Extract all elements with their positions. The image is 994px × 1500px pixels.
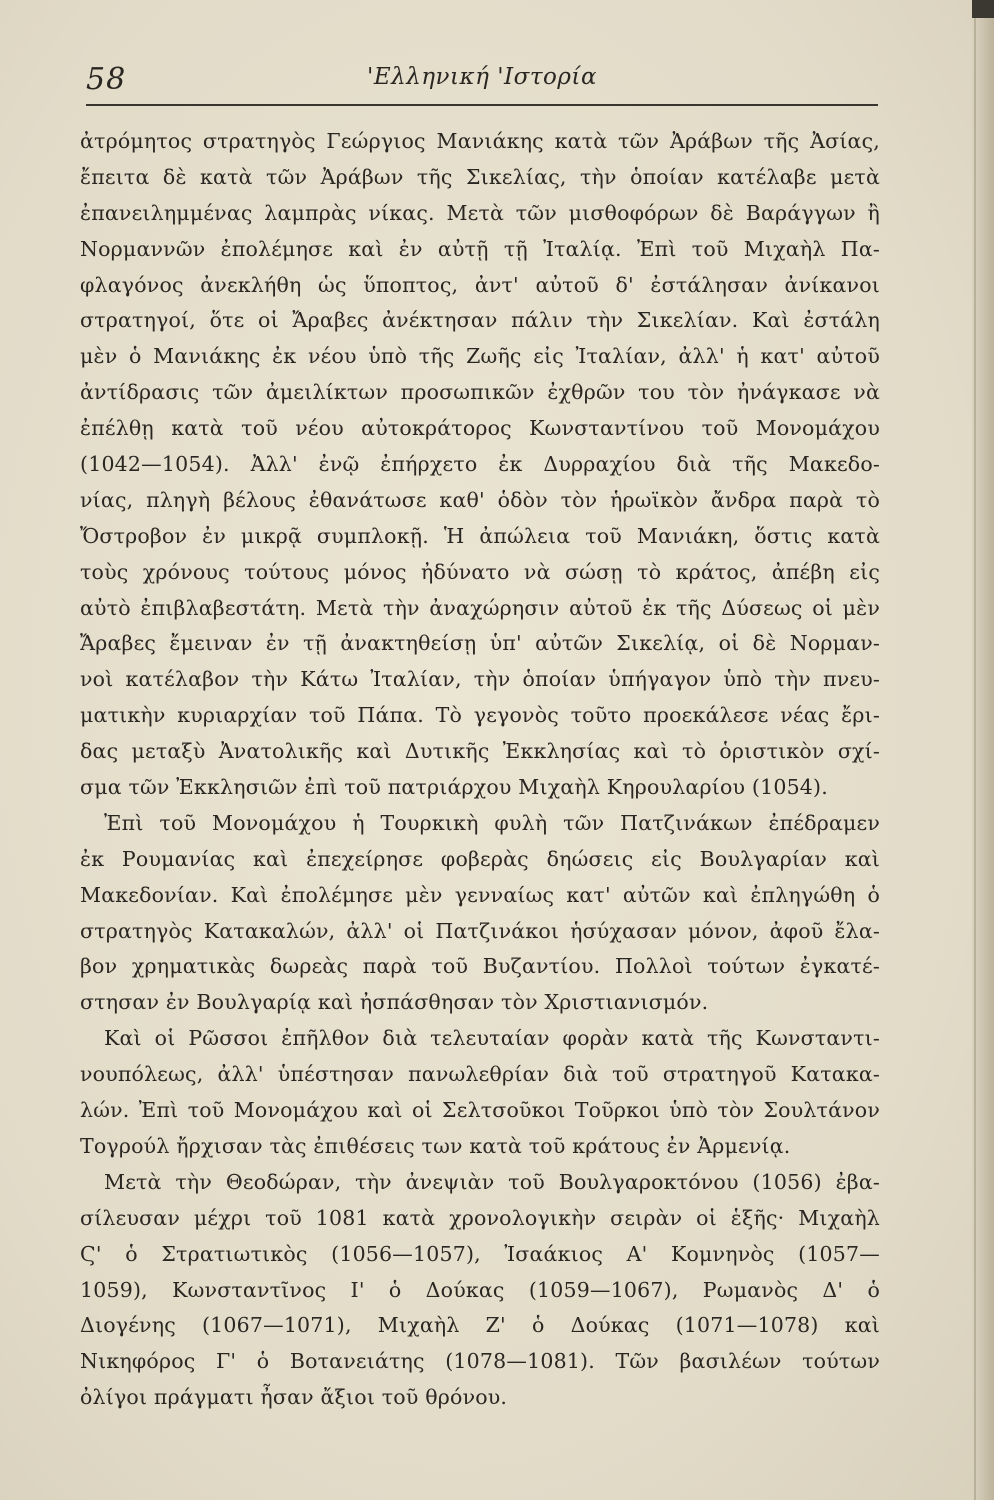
text-line: στησαν ἐν Βουλγαρίᾳ καὶ ἠσπάσθησαν τὸν Χριστιανισμόν. bbox=[80, 990, 709, 1015]
text-line: Διογένης (1067—1071), Μιχαὴλ Ζ' ὁ Δούκας (1071—1078) καὶ bbox=[80, 1313, 880, 1338]
text-line: ματικὴν κυριαρχίαν τοῦ Πάπα. Τὸ γεγονὸς τοῦτο προεκάλεσε νέας ἔρι- bbox=[80, 703, 880, 728]
text-line: ἐπέλθῃ κατὰ τοῦ νέου αὐτοκράτορος Κωνσταντίνου τοῦ Μονομάχου bbox=[80, 416, 880, 441]
text-line: Ἐπὶ τοῦ Μονομάχου ἡ Τουρκικὴ φυλὴ τῶν Πατζινάκων ἐπέδραμεν bbox=[104, 810, 880, 835]
text-line: ἐκ Ρουμανίας καὶ ἐπεχείρησε φοβερὰς δηώσεις εἰς Βουλγαρίαν καὶ bbox=[80, 846, 880, 871]
text-line: στρατηγὸς Κατακαλών, ἀλλ' οἱ Πατζινάκοι ἡσύχασαν μόνον, ἀφοῦ ἔλα- bbox=[80, 918, 880, 943]
text-line: Μετὰ τὴν Θεοδώραν, τὴν ἀνεψιὰν τοῦ Βουλγαροκτόνου (1056) ἐβα- bbox=[104, 1169, 880, 1194]
text-line: (1042—1054). Ἀλλ' ἐνῷ ἐπήρχετο ἐκ Δυρραχίου διὰ τῆς Μακεδο- bbox=[80, 452, 880, 477]
header-rule bbox=[86, 104, 878, 106]
running-title: 'Ελληνική 'Ιστορία bbox=[367, 64, 597, 90]
text-line: ἔπειτα δὲ κατὰ τῶν Ἀράβων τῆς Σικελίας, τὴν ὁποίαν κατέλαβε μετὰ bbox=[80, 164, 880, 189]
page-edge-line bbox=[974, 0, 976, 1500]
page-header bbox=[86, 58, 878, 98]
text-line: Ὄστροβον ἐν μικρᾷ συμπλοκῇ. Ἡ ἀπώλεια τοῦ Μανιάκη, ὅστις κατὰ bbox=[80, 523, 880, 548]
text-line: νοὶ κατέλαβον τὴν Κάτω Ἰταλίαν, τὴν ὁποίαν ὑπήγαγον ὑπὸ τὴν πνευ- bbox=[80, 667, 880, 692]
text-line: 1059), Κωνσταντῖνος Ι' ὁ Δούκας (1059—1067), Ρωμανὸς Δ' ὁ bbox=[80, 1277, 880, 1302]
text-line: ἐπανειλημμένας λαμπρὰς νίκας. Μετὰ τῶν μισθοφόρων δὲ Βαράγγων ἢ bbox=[80, 200, 880, 225]
text-line: αὐτὸ ἐπιβλαβεστάτη. Μετὰ τὴν ἀναχώρησιν αὐτοῦ ἐκ τῆς Δύσεως οἱ μὲν bbox=[80, 595, 880, 620]
text-line: νίας, πληγὴ βέλους ἐθανάτωσε καθ' ὁδὸν τὸν ἡρωϊκὸν ἄνδρα παρὰ τὸ bbox=[80, 487, 880, 512]
text-line: βον χρηματικὰς δωρεὰς παρὰ τοῦ Βυζαντίου. Πολλοὶ τούτων ἐγκατέ- bbox=[80, 954, 880, 979]
text-line: Νορμαννῶν ἐπολέμησε καὶ ἐν αὐτῇ τῇ Ἰταλίᾳ. Ἐπὶ τοῦ Μιχαὴλ Πα- bbox=[80, 236, 880, 261]
text-line: Ϛ' ὁ Στρατιωτικὸς (1056—1057), Ἰσαάκιος Α' Κομνηνὸς (1057— bbox=[80, 1241, 880, 1266]
text-line: Μακεδονίαν. Καὶ ἐπολέμησε μὲν γενναίως κατ' αὐτῶν καὶ ἐπληγώθη ὁ bbox=[80, 882, 880, 907]
text-line: λών. Ἐπὶ τοῦ Μονομάχου καὶ οἱ Σελτσοῦκοι Τοῦρκοι ὑπὸ τὸν Σουλτάνον bbox=[80, 1098, 880, 1123]
scan-corner bbox=[972, 0, 994, 18]
text-line: Καὶ οἱ Ρῶσσοι ἐπῆλθον διὰ τελευταίαν φορὰν κατὰ τῆς Κωνσταντι- bbox=[104, 1026, 880, 1051]
text-line: Ἄραβες ἔμειναν ἐν τῇ ἀνακτηθείσῃ ὑπ' αὐτῶν Σικελίᾳ, οἱ δὲ Νορμαν- bbox=[80, 631, 880, 656]
text-line: ἀντίδρασις τῶν ἀμειλίκτων προσωπικῶν ἐχθρῶν του τὸν ἠνάγκασε νὰ bbox=[80, 380, 880, 405]
text-line: νουπόλεως, ἀλλ' ὑπέστησαν πανωλεθρίαν διὰ τοῦ στρατηγοῦ Κατακα- bbox=[80, 1062, 880, 1087]
text-line: σμα τῶν Ἐκκλησιῶν ἐπὶ τοῦ πατριάρχου Μιχαὴλ Κηρουλαρίου (1054). bbox=[80, 775, 828, 800]
text-line: σίλευσαν μέχρι τοῦ 1081 κατὰ χρονολογικὴν σειρὰν οἱ ἑξῆς· Μιχαὴλ bbox=[80, 1205, 880, 1230]
text-line: Τογρούλ ἤρχισαν τὰς ἐπιθέσεις των κατὰ τοῦ κράτους ἐν Ἀρμενίᾳ. bbox=[80, 1133, 791, 1158]
text-line: ὀλίγοι πράγματι ἦσαν ἄξιοι τοῦ θρόνου. bbox=[80, 1385, 508, 1410]
text-line: φλαγόνος ἀνεκλήθη ὡς ὕποπτος, ἀντ' αὐτοῦ δ' ἐστάλησαν ἀνίκανοι bbox=[80, 272, 880, 297]
body-text bbox=[80, 124, 880, 1416]
text-line: δας μεταξὺ Ἀνατολικῆς καὶ Δυτικῆς Ἐκκλησίας καὶ τὸ ὁριστικὸν σχί- bbox=[80, 739, 880, 764]
text-line: ἀτρόμητος στρατηγὸς Γεώργιος Μανιάκης κατὰ τῶν Ἀράβων τῆς Ἀσίας, bbox=[80, 129, 880, 153]
text-line: Νικηφόρος Γ' ὁ Βοτανειάτης (1078—1081). Τῶν βασιλέων τούτων bbox=[80, 1349, 880, 1374]
page-number: 58 bbox=[86, 62, 127, 97]
text-line: στρατηγοί, ὅτε οἱ Ἄραβες ἀνέκτησαν πάλιν τὴν Σικελίαν. Καὶ ἐστάλη bbox=[80, 308, 880, 333]
text-line: τοὺς χρόνους τούτους μόνος ἠδύνατο νὰ σώσῃ τὸ κράτος, ἀπέβη εἰς bbox=[80, 559, 880, 584]
text-line: μὲν ὁ Μανιάκης ἐκ νέου ὑπὸ τῆς Ζωῆς εἰς Ἰταλίαν, ἀλλ' ἡ κατ' αὐτοῦ bbox=[80, 344, 880, 369]
